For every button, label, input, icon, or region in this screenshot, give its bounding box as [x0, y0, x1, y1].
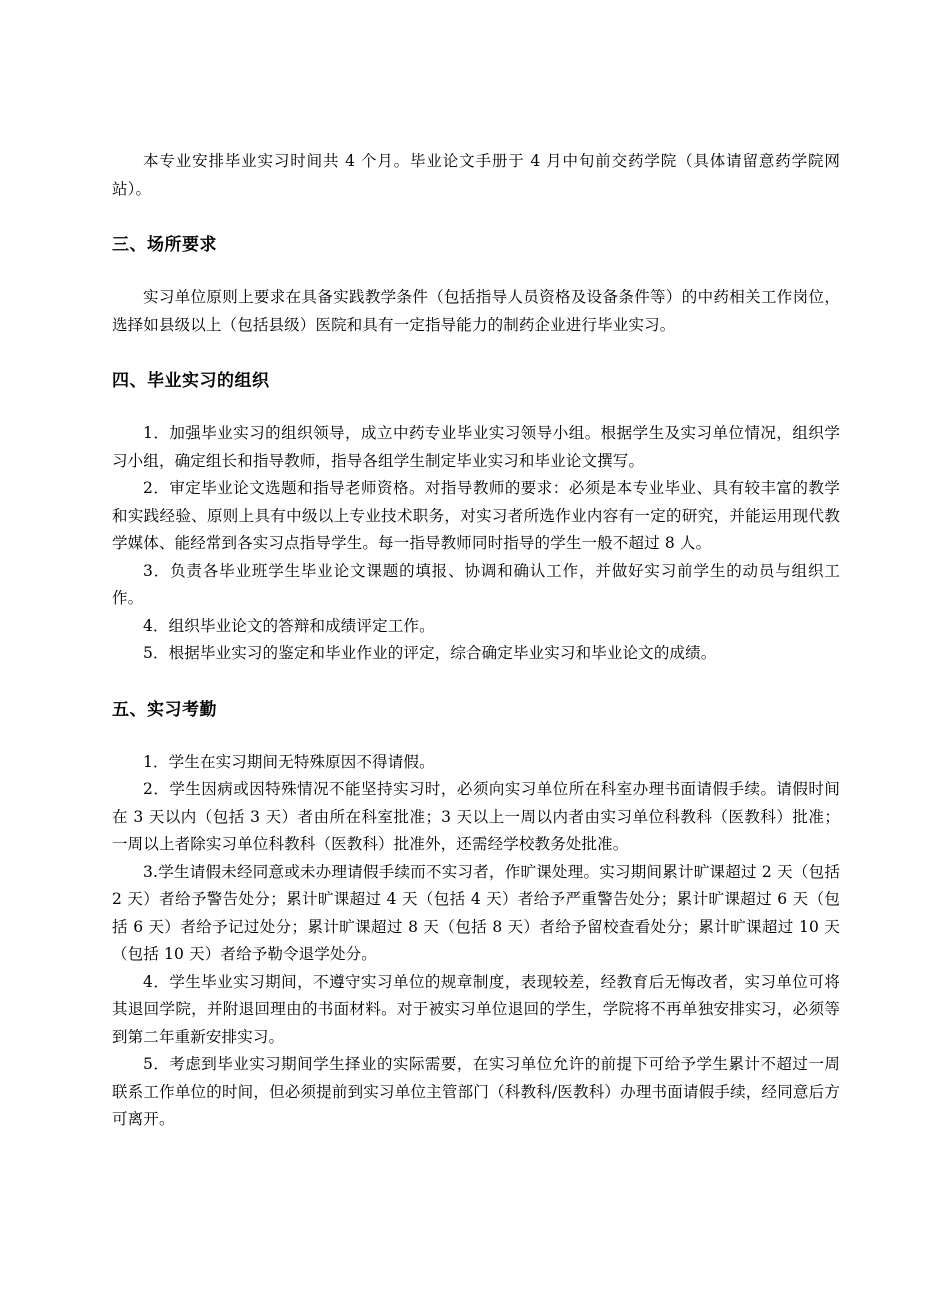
attendance-item-3: 3.学生请假未经同意或未办理请假手续而不实习者，作旷课处理。实习期间累计旷课超过 2 天（包括 2 天）者给予警告处分；累计旷课超过 4 天（包括 4 天）者给予严重警告处分；累计旷课超过 6 天（包括 6 天）者给予记过处分；累计旷课超过 8 天（包括 8 天）者给予留校查看处分；累计旷课超过 10 天（包括 10 天）者给予勒令退学处分。	[112, 862, 840, 963]
attendance-item-2: 2．学生因病或因特殊情况不能坚持实习时，必须向实习单位所在科室办理书面请假手续。请假时间在 3 天以内（包括 3 天）者由所在科室批准；3 天以上一周以内者由实习单位科教科（医教科）批准；一周以上者除实习单位科教科（医教科）批准外，还需经学校教务处批准。	[112, 780, 840, 853]
organization-item-4: 4．组织毕业论文的答辩和成绩评定工作。	[143, 616, 435, 635]
document-page	[112, 148, 840, 1134]
attendance-item-5: 5．考虑到毕业实习期间学生择业的实际需要，在实习单位允许的前提下可给予学生累计不超过一周联系工作单位的时间，但必须提前到实习单位主管部门（科教科/医教科）办理书面请假手续，经同意后方可离开。	[112, 1055, 840, 1128]
section-heading-attendance: 五、实习考勤	[112, 699, 217, 720]
organization-item-3: 3．负责各毕业班学生毕业论文课题的填报、协调和确认工作，并做好实习前学生的动员与组织工作。	[112, 561, 840, 607]
intro-paragraph: 本专业安排毕业实习时间共 4 个月。毕业论文手册于 4 月中旬前交药学院（具体请留意药学院网站）。	[112, 152, 840, 198]
section-heading-organization: 四、毕业实习的组织	[112, 371, 270, 391]
organization-item-5: 5．根据毕业实习的鉴定和毕业作业的评定，综合确定毕业实习和毕业论文的成绩。	[143, 644, 717, 662]
attendance-item-4: 4．学生毕业实习期间，不遵守实习单位的规章制度，表现较差，经教育后无悔改者，实习单位可将其退回学院，并附退回理由的书面材料。对于被实习单位退回的学生，学院将不再单独安排实习，必须等到第二年重新安排实习。	[112, 972, 840, 1046]
section-heading-venue: 三、场所要求	[112, 235, 217, 255]
organization-item-2: 2．审定毕业论文选题和指导老师资格。对指导教师的要求：必须是本专业毕业、具有较丰富的教学和实践经验、原则上具有中级以上专业技术职务，对实习者所选作业内容有一定的研究，并能运用现代教学媒体、能经常到各实习点指导学生。每一指导教师同时指导的学生一般不超过 8 人。	[112, 479, 840, 552]
organization-item-1: 1．加强毕业实习的组织领导，成立中药专业毕业实习领导小组。根据学生及实习单位情况，组织学习小组，确定组长和指导教师，指导各组学生制定毕业实习和毕业论文撰写。	[112, 424, 840, 470]
venue-paragraph: 实习单位原则上要求在具备实践教学条件（包括指导人员资格及设备条件等）的中药相关工作岗位，选择如县级以上（包括县级）医院和具有一定指导能力的制药企业进行毕业实习。	[112, 288, 840, 334]
attendance-item-1: 1．学生在实习期间无特殊原因不得请假。	[143, 752, 435, 771]
